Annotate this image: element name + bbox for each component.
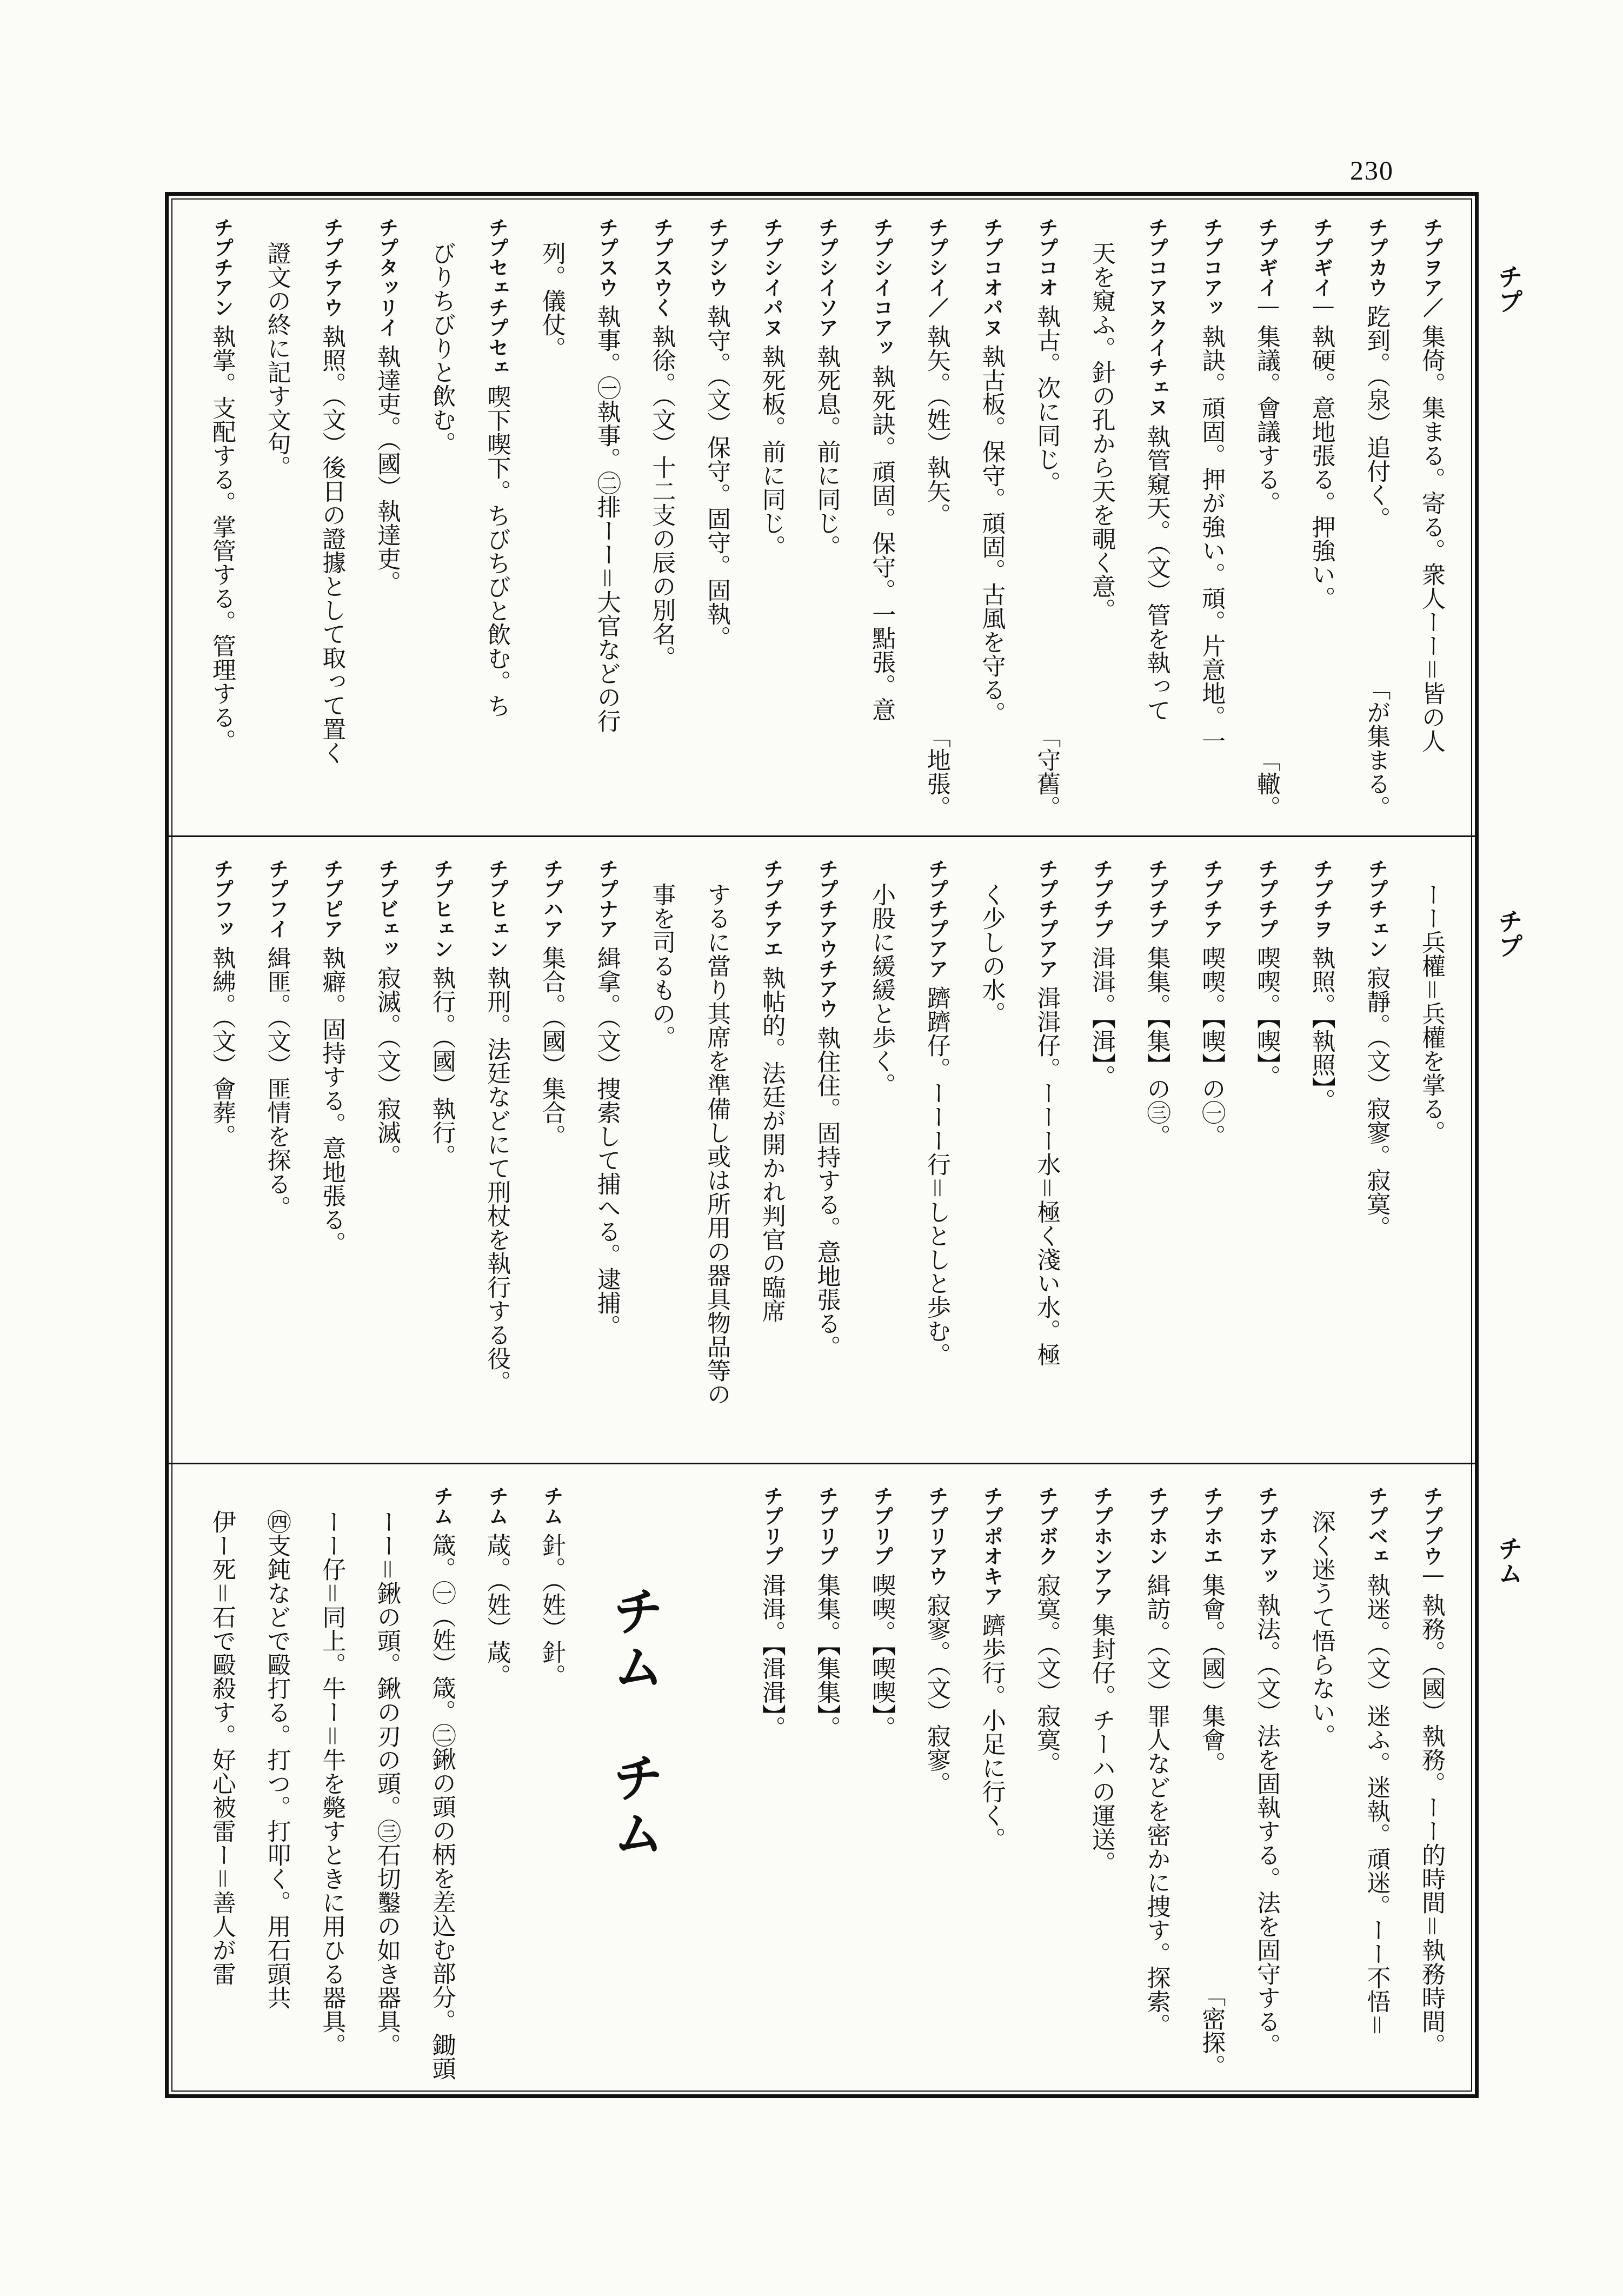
- entry-headword-reading: チプチア: [1200, 859, 1223, 939]
- entry-body: [249, 1486, 304, 2009]
- dictionary-entry: [689, 196, 744, 835]
- entry-headword-reading: チプシイ／: [924, 217, 948, 317]
- entry-definition: 執守。（文）保守。固守。固執。: [703, 304, 731, 649]
- entry-definition: 執達吏。（國）執達吏。: [373, 344, 401, 594]
- entry-continuation-line: [689, 837, 744, 1463]
- entry-body: [249, 217, 304, 479]
- dictionary-entry: [469, 837, 524, 1463]
- dictionary-entry: [304, 196, 360, 835]
- band-bottom: [169, 1463, 1475, 2094]
- entry-definition: 寂靜。（文）寂寥。寂寞。: [1362, 965, 1391, 1239]
- dictionary-entry: [524, 837, 579, 1463]
- entry-overflow-text: 「地張。: [922, 724, 950, 819]
- dictionary-entry: [469, 196, 524, 835]
- entry-body: [359, 1486, 414, 2057]
- entry-body: [1239, 1486, 1294, 2057]
- entry-headword-reading: チプコオ: [1035, 217, 1059, 297]
- entry-headword-reading: チプピア: [320, 859, 344, 939]
- entry-definition: 寂寥。（文）寂寥。: [922, 1592, 950, 1795]
- entry-headword-reading: チプチプ: [1145, 859, 1168, 939]
- entry-headword-reading: チプリアウ: [924, 1486, 948, 1586]
- entry-headword-reading: チプポオキア: [980, 1486, 1003, 1606]
- dictionary-entry: [249, 837, 304, 1463]
- dictionary-entry: [744, 837, 799, 1463]
- entry-definition: 喫喫。【喫】の㊀。: [1198, 945, 1226, 1148]
- dictionary-entry: [799, 1464, 854, 2094]
- entry-overflow-text: 「が集まる。: [1362, 676, 1391, 819]
- entry-headword-reading: チプフッ: [210, 859, 234, 939]
- entry-definition: 執務。（國）執務。ーー的時間＝執務時間。: [1418, 1592, 1445, 2057]
- band-middle: [169, 835, 1475, 1463]
- entry-body: [689, 217, 744, 649]
- dictionary-entry: [799, 196, 854, 835]
- entry-headword-reading: チプギイ｜: [1254, 217, 1278, 317]
- entry-body: [469, 1486, 524, 1688]
- entry-headword-reading: チプスウく: [650, 217, 674, 317]
- dictionary-entry: [1129, 1464, 1184, 2094]
- entry-headword-reading: チプビェッ: [375, 859, 398, 959]
- entry-body: [744, 1486, 799, 1740]
- entry-definition: 深く迷うて悟らない。: [1307, 1510, 1335, 1748]
- entry-definition: 執迷。（文）迷ふ。迷執。頑迷。ーー不悟＝: [1362, 1572, 1391, 2037]
- entry-headword-reading: チプボク: [1035, 1486, 1059, 1566]
- entry-definition: 天を窺ふ。針の孔から天を覗く意。: [1087, 241, 1115, 622]
- entry-headword-reading: チプホエ: [1200, 1486, 1223, 1566]
- entry-headword-reading: チプリプ: [870, 1486, 894, 1566]
- entry-continuation-line: [634, 837, 689, 1463]
- entry-body: [1404, 1486, 1459, 2057]
- entry-definition: ㊃支鈍などで毆打る。打つ。打叩く。用石頭共: [263, 1510, 291, 2009]
- entry-body: [1074, 859, 1129, 1089]
- dictionary-entry: [1184, 837, 1239, 1463]
- dictionary-entry: [1239, 1464, 1294, 2094]
- entry-body: [359, 217, 414, 594]
- entry-definition: 執死息。前に同じ。: [813, 344, 841, 559]
- entry-definition: 集倚。集まる。寄る。衆人ーー＝皆の人: [1418, 324, 1445, 753]
- entry-definition: 執管窺天。（文）管を執って: [1142, 424, 1170, 722]
- entry-overflow-text: 「守舊。: [1033, 724, 1061, 819]
- entry-definition: 寂滅。（文）寂滅。: [373, 965, 401, 1168]
- band-top: [169, 196, 1475, 835]
- entry-headword-reading: チプホンアア: [1089, 1486, 1113, 1606]
- entry-definition: 集集。【集】の㊂。: [1142, 945, 1170, 1148]
- entry-body: [799, 859, 854, 1359]
- entry-body: [1404, 217, 1459, 753]
- entry-headword-reading: チプチェン: [1365, 859, 1388, 959]
- entry-definition: びりちびりと飲む。: [428, 241, 456, 455]
- entry-definition: 執照。【執照】。: [1307, 945, 1335, 1112]
- entry-body: [359, 859, 414, 1168]
- entry-headword-reading: チプシウ: [705, 217, 729, 297]
- entry-definition: 湒湒。【湒湒】。: [757, 1572, 786, 1740]
- entry-body: [744, 217, 799, 559]
- entry-definition: 緝訪。（文）罪人などを密かに捜す。探索。: [1142, 1572, 1170, 2037]
- entry-body: [1294, 1486, 1349, 1748]
- dictionary-entry: [579, 837, 634, 1463]
- entry-headword-reading: チプヲア／: [1420, 217, 1443, 317]
- entry-definition: 集合。（國）集合。: [538, 945, 566, 1148]
- entry-body: [579, 217, 634, 733]
- dictionary-entry: [194, 196, 249, 835]
- dictionary-entry: [1349, 1464, 1404, 2094]
- entry-body: [1019, 1486, 1074, 1775]
- entry-body: [1294, 859, 1349, 1112]
- entry-headword-reading: チプカウ: [1365, 217, 1388, 297]
- entry-body: [469, 859, 524, 1394]
- entry-definition: 執訣。頑固。押が強い。頑。片意地。一: [1198, 324, 1226, 753]
- entry-continuation-line: [1074, 196, 1129, 835]
- entry-definition: 趷到。（泉）追付く。: [1362, 304, 1391, 530]
- entry-definition: 執紼。（文）會葬。: [208, 945, 236, 1148]
- entry-body: [579, 859, 634, 1338]
- dictionary-entry: [359, 196, 414, 835]
- entry-headword-reading: チプコアッ: [1200, 217, 1223, 317]
- entry-body: [304, 1486, 360, 2057]
- dictionary-entry: [579, 196, 634, 835]
- entry-body: [1404, 859, 1459, 1144]
- entry-body: [1184, 859, 1239, 1148]
- entry-body: [1239, 859, 1294, 1089]
- entry-continuation-line: [1404, 837, 1459, 1463]
- entry-continuation-line: [359, 1464, 414, 2094]
- entry-definition: 伊ー死＝石で毆殺す。好心被雷ー＝善人が雷: [208, 1510, 236, 1986]
- entry-definition: 執帖的。法廷が開かれ判官の臨席: [757, 965, 786, 1323]
- entry-headword-reading: チプチアウ: [320, 217, 344, 317]
- entry-definition: 執古板。保守。頑固。古風を守る。: [977, 344, 1006, 725]
- running-guide-middle: チプ: [1494, 908, 1524, 958]
- entry-headword-reading: チプシイコアッ: [870, 217, 894, 357]
- entry-body: [964, 217, 1019, 725]
- dictionary-entry: [744, 196, 799, 835]
- dictionary-entry: [1184, 196, 1239, 835]
- dictionary-entry: [1019, 837, 1074, 1463]
- entry-definition: ーー兵權＝兵權を掌る。: [1418, 882, 1445, 1144]
- entry-continuation-line: [414, 196, 469, 835]
- dictionary-entry: [1184, 1464, 1239, 2094]
- entry-definition: 湒湒。【湒】。: [1087, 945, 1115, 1089]
- entry-overflow-text: 「密探。: [1198, 1983, 1226, 2078]
- entry-definition: ーー＝鍬の頭。鍬の刃の頭。㊂石切鑿の如き器具。: [373, 1510, 401, 2057]
- entry-definition: く少しの水。: [977, 882, 1006, 1025]
- entry-body: [1129, 1486, 1184, 2037]
- entry-definition: 躋歩行。小足に行く。: [977, 1612, 1006, 1851]
- entry-headword-reading: チプチアン: [210, 217, 234, 317]
- dictionary-entry: [194, 837, 249, 1463]
- entry-definition: 喫喫。【喫喫】。: [868, 1572, 896, 1740]
- entry-definition: 緝拿。（文）捜索して捕へる。逮捕。: [593, 945, 621, 1338]
- entry-headword-reading: チプチプ: [1089, 859, 1113, 939]
- entry-body: [799, 1486, 854, 1740]
- dictionary-entry: [1074, 837, 1129, 1463]
- entry-body: [1074, 217, 1129, 622]
- entry-definition: するに當り其席を準備し或は所用の器具物品等の: [703, 882, 731, 1406]
- dictionary-entry: [469, 1464, 524, 2094]
- entry-body: [909, 217, 964, 527]
- running-guide-top: チプ: [1494, 264, 1524, 314]
- dictionary-entry: [1349, 837, 1404, 1463]
- entry-headword-reading: チプコアヌクイチェヌ: [1145, 217, 1168, 417]
- dictionary-entry: [1129, 837, 1184, 1463]
- entry-body: [1129, 859, 1184, 1148]
- entry-body: [634, 859, 689, 1049]
- entry-body: [524, 859, 579, 1148]
- dictionary-entry: [854, 1464, 909, 2094]
- entry-definition: 執死板。前に同じ。: [757, 344, 786, 559]
- dictionary-entry: [1294, 837, 1349, 1463]
- entry-definition: 執掌。支配する。掌管する。管理する。: [208, 324, 236, 753]
- entry-headword-reading: チプシイソア: [815, 217, 839, 337]
- entry-headword-reading: チプセェチプセェ: [485, 217, 509, 377]
- dictionary-entry: [1349, 196, 1404, 835]
- entry-body: [1129, 217, 1184, 722]
- entry-body: [524, 217, 579, 360]
- entry-headword-reading: チプヒェン: [430, 859, 454, 959]
- entry-definition: 集集。【集集】。: [813, 1572, 841, 1740]
- entry-definition: ーー仔＝同上。牛ー＝牛を斃すときに用ひる器具。: [318, 1510, 346, 2057]
- entry-body: [854, 217, 909, 721]
- entry-definition: 執徐。（文）十二支の辰の別名。: [648, 324, 676, 669]
- dictionary-entry: [414, 1464, 469, 2094]
- entry-headword-reading: チプスウ: [595, 217, 618, 297]
- entry-body: [1294, 217, 1349, 610]
- entry-body: [1349, 217, 1404, 530]
- entry-headword-reading: チプハア: [540, 859, 563, 939]
- dictionary-entry: [744, 1464, 799, 2094]
- entry-definition: 小股に緩緩と歩く。: [868, 882, 896, 1097]
- entry-definition: 喫下喫下。ちびちびと飲む。ち: [483, 384, 511, 718]
- entry-headword-reading: チプチプアア: [1035, 859, 1059, 979]
- entry-body: [964, 859, 1019, 1025]
- entry-definition: 寂寞。（文）寂寞。: [1033, 1572, 1061, 1775]
- entry-body: [194, 1486, 249, 1986]
- dictionary-entry: [909, 196, 964, 835]
- entry-definition: 喫喫。【喫】。: [1252, 945, 1280, 1089]
- entry-definition: 執刑。法廷などにて刑杖を執行する役。: [483, 965, 511, 1394]
- entry-continuation-line: [1294, 1464, 1349, 2094]
- entry-definition: 執古。次に同じ。: [1033, 304, 1061, 495]
- entry-headword-reading: チプチプ: [1254, 859, 1278, 939]
- entry-definition: 執住住。固持する。意地張る。: [813, 1025, 841, 1359]
- page-frame: [165, 192, 1479, 2098]
- dictionary-entry: [909, 1464, 964, 2094]
- entry-headword-reading: チム: [485, 1486, 509, 1526]
- entry-definition: 針。（姓）針。: [537, 1532, 566, 1688]
- entry-body: [1349, 1486, 1404, 2037]
- entry-body: [304, 859, 360, 1255]
- dictionary-entry: [1019, 1464, 1074, 2094]
- dictionary-entry: [1404, 1464, 1459, 2094]
- entry-headword-reading: チプチアウチアウ: [815, 859, 839, 1019]
- entry-headword-reading: チプナア: [595, 859, 618, 939]
- entry-headword-reading: チプヒェン: [485, 859, 509, 959]
- entry-definition: 事を司るもの。: [648, 882, 676, 1049]
- entry-definition: 執硬。意地張る。押強い。: [1307, 324, 1335, 610]
- entry-body: [414, 859, 469, 1168]
- entry-definition: 執照。（文）後日の證據として取って置く: [318, 324, 346, 765]
- dictionary-entry: [524, 1464, 579, 2094]
- entry-headword-reading: チプギイ｜: [1309, 217, 1333, 317]
- entry-definition: 執法。（文）法を固執する。法を固守する。: [1252, 1592, 1280, 2057]
- entry-continuation-line: [249, 1464, 304, 2094]
- entry-headword-reading: チプシイパヌ: [760, 217, 783, 337]
- entry-headword-reading: チプコオパヌ: [980, 217, 1003, 337]
- dictionary-entry: [414, 837, 469, 1463]
- entry-continuation-line: [249, 196, 304, 835]
- dictionary-entry: [1019, 196, 1074, 835]
- entry-definition: 集封仔。チーハの運送。: [1087, 1612, 1115, 1875]
- entry-headword-reading: チプタッリイ: [375, 217, 398, 337]
- entry-headword-reading: チプベェ: [1365, 1486, 1388, 1566]
- entry-body: [1019, 859, 1074, 1366]
- entry-headword-reading: チム: [430, 1486, 454, 1526]
- entry-body: [414, 1486, 469, 2080]
- entry-body: [964, 1486, 1019, 1851]
- entry-definition: 湒湒仔。ーーー水＝極く淺い水。極: [1033, 985, 1061, 1366]
- entry-definition: 執死訣。頑固。保守。一點張。意: [868, 364, 896, 721]
- entry-body: [1184, 1486, 1239, 1775]
- dictionary-entry: [634, 196, 689, 835]
- entry-continuation-line: [304, 1464, 360, 2094]
- section-heading-text: チム: [604, 1751, 665, 1861]
- entry-body: [194, 859, 249, 1148]
- blank-column: [689, 1464, 744, 2094]
- entry-definition: 集會。（國）集會。: [1198, 1572, 1226, 1775]
- entry-definition: 執癖。固持する。意地張る。: [318, 945, 346, 1255]
- entry-headword-reading: チプフイ: [265, 859, 289, 939]
- dictionary-entry: [964, 1464, 1019, 2094]
- entry-overflow-text: 「轍。: [1252, 748, 1280, 819]
- entry-body: [1349, 859, 1404, 1239]
- dictionary-entry: [964, 196, 1019, 835]
- entry-headword-reading: チプチアエ: [760, 859, 783, 959]
- entry-definition: 列。儀仗。: [538, 241, 566, 360]
- entry-body: [689, 859, 744, 1406]
- entry-definition: 躋躋仔。ーーー行＝しとしと歩む。: [922, 985, 950, 1366]
- entry-definition: 箴。㊀（姓）箴。㊁鍬の頭の柄を差込む部分。鋤頭: [428, 1532, 456, 2080]
- dictionary-entry: [1239, 196, 1294, 835]
- entry-headword-reading: チプリプ: [760, 1486, 783, 1566]
- entry-body: [909, 859, 964, 1366]
- entry-body: [524, 1486, 579, 1688]
- entry-definition: 證文の終に記す文句。: [263, 241, 291, 479]
- entry-body: [194, 217, 249, 753]
- dictionary-entry: [359, 837, 414, 1463]
- section-heading: [579, 1464, 689, 2094]
- entry-headword-reading: チプリプ: [815, 1486, 839, 1566]
- dictionary-entry: [909, 837, 964, 1463]
- entry-headword-reading: チム: [540, 1486, 563, 1526]
- page-number: 230: [1350, 155, 1394, 185]
- entry-body: [1239, 217, 1294, 515]
- entry-body: [1019, 217, 1074, 495]
- entry-headword-reading: チププウ｜: [1420, 1486, 1443, 1586]
- entry-definition: 集議。會議する。: [1252, 324, 1280, 515]
- dictionary-entry: [854, 196, 909, 835]
- entry-body: [744, 859, 799, 1323]
- entry-body: [799, 217, 854, 559]
- entry-continuation-line: [964, 837, 1019, 1463]
- entry-body: [1184, 217, 1239, 753]
- entry-definition: 執矢。（姓）執矢。: [922, 324, 950, 527]
- entry-definition: 執事。㊀執事。㊁排ーー＝大官などの行: [593, 304, 621, 733]
- dictionary-entry: [304, 837, 360, 1463]
- entry-body: [469, 217, 524, 718]
- entry-definition: 執行。（國）執行。: [428, 965, 456, 1168]
- running-guide-bottom: チム: [1494, 1536, 1524, 1585]
- entry-body: [634, 217, 689, 669]
- entry-definition: 葴。（姓）葴。: [483, 1532, 511, 1688]
- entry-headword-reading: チプチプアア: [924, 859, 948, 979]
- dictionary-entry: [1404, 196, 1459, 835]
- entry-continuation-line: [194, 1464, 249, 2094]
- entry-body: [1074, 1486, 1129, 1875]
- entry-headword-reading: チプホン: [1145, 1486, 1168, 1566]
- entry-body: [854, 1486, 909, 1740]
- dictionary-entry: [1294, 196, 1349, 835]
- entry-body: [909, 1486, 964, 1795]
- entry-headword-reading: チプホアッ: [1254, 1486, 1278, 1586]
- entry-headword-reading: チプチヲ: [1309, 859, 1333, 939]
- dictionary-entry: [799, 837, 854, 1463]
- entry-continuation-line: [524, 196, 579, 835]
- entry-body: [854, 859, 909, 1097]
- section-heading-text: チム: [604, 1584, 665, 1695]
- entry-definition: 緝匪。（文）匪情を探る。: [263, 945, 291, 1219]
- entry-body: [304, 217, 360, 765]
- entry-body: [249, 859, 304, 1219]
- dictionary-entry: [1074, 1464, 1129, 2094]
- entry-continuation-line: [854, 837, 909, 1463]
- dictionary-entry: [1239, 837, 1294, 1463]
- entry-body: [414, 217, 469, 455]
- dictionary-entry: [1129, 196, 1184, 835]
